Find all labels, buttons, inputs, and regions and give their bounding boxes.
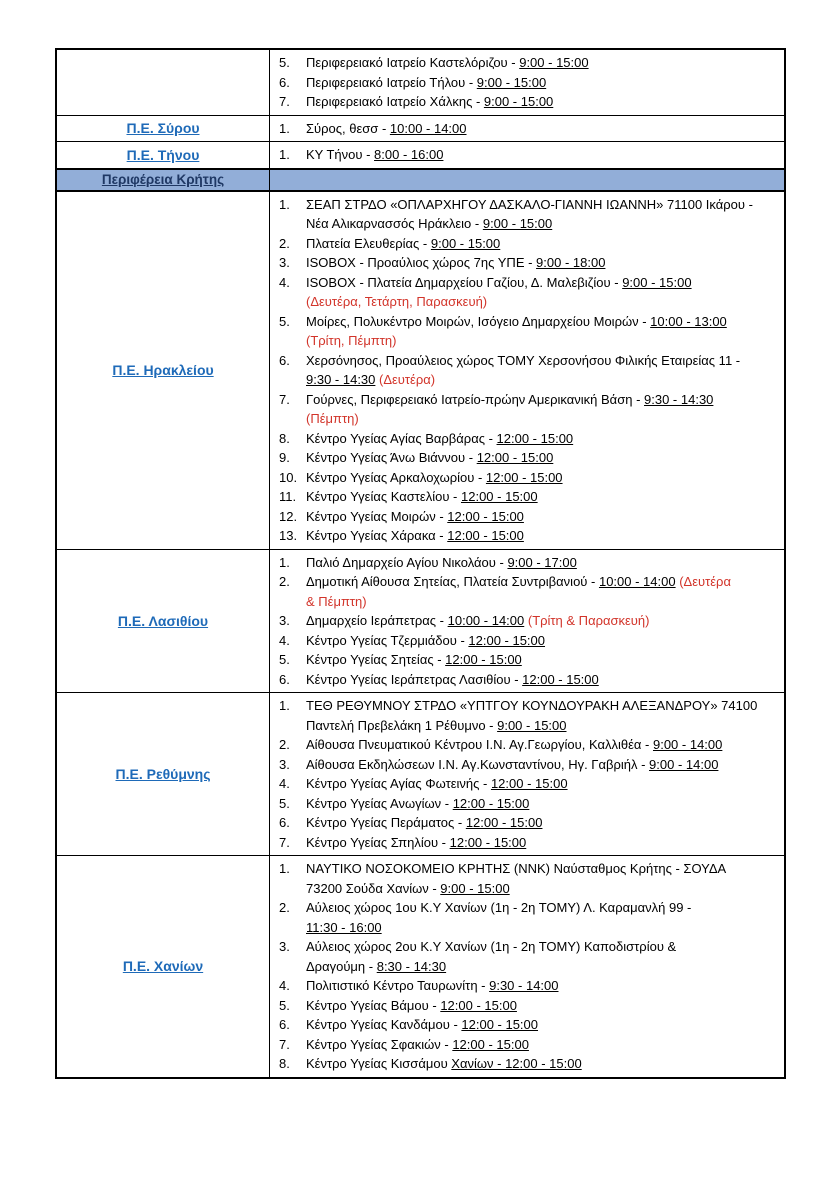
region-label[interactable]: Π.Ε. Σύρου bbox=[126, 120, 200, 137]
item-text bbox=[306, 833, 778, 853]
location-item bbox=[270, 73, 778, 93]
location-item bbox=[270, 696, 778, 735]
item-text bbox=[306, 755, 778, 775]
hours-text: 12:00 - 15:00 bbox=[445, 652, 522, 667]
item-text bbox=[306, 253, 778, 273]
table-row bbox=[57, 692, 784, 855]
location-text: Κέντρο Υγείας Περάματος - bbox=[306, 815, 466, 830]
hours-text: 12:00 - 15:00 bbox=[452, 1036, 529, 1052]
hours-text: 12:00 - 15:00 bbox=[485, 469, 563, 485]
item-text bbox=[306, 351, 778, 390]
location-text: Περιφερειακό Ιατρείο Καστελόριζου - bbox=[306, 55, 520, 70]
location-list bbox=[270, 696, 778, 852]
table-row bbox=[57, 192, 784, 549]
location-item bbox=[270, 670, 778, 690]
item-number: 5. bbox=[279, 55, 290, 70]
item-number: 8. bbox=[279, 430, 290, 446]
location-item bbox=[270, 448, 778, 468]
days-note: (Τρίτη, Πέμπτη) bbox=[306, 333, 397, 348]
location-text: Κέντρο Υγείας Μοιρών - bbox=[306, 508, 448, 524]
hours-text: 9:00 - 15:00 bbox=[476, 74, 547, 90]
region-cell bbox=[57, 550, 270, 693]
hours-text: 12:00 - 15:00 bbox=[522, 671, 599, 687]
hours-text: 8:30 - 14:30 bbox=[376, 958, 447, 974]
item-number: 6. bbox=[279, 352, 290, 368]
location-text: Κέντρο Υγείας Καστελίου - bbox=[306, 489, 461, 504]
item-text bbox=[306, 794, 778, 814]
location-item bbox=[270, 1054, 778, 1074]
item-number: 5. bbox=[279, 313, 290, 329]
hours-text: 12:00 - 15:00 bbox=[440, 997, 517, 1013]
locations-cell bbox=[270, 550, 784, 693]
days-note: (Πέμπτη) bbox=[306, 411, 359, 426]
table-row bbox=[57, 50, 784, 115]
item-text bbox=[306, 234, 778, 254]
item-text bbox=[306, 859, 778, 898]
location-item bbox=[270, 273, 778, 312]
item-text bbox=[306, 1035, 778, 1055]
item-text bbox=[306, 273, 778, 312]
hours-text: 9:00 - 15:00 bbox=[430, 235, 501, 251]
item-number: 3. bbox=[279, 756, 290, 772]
table-row bbox=[57, 855, 784, 1077]
days-note: (Τρίτη & Παρασκευή) bbox=[524, 613, 650, 628]
region-cell bbox=[57, 693, 270, 855]
location-item bbox=[270, 611, 778, 631]
region-cell bbox=[57, 192, 270, 549]
item-number: 11. bbox=[279, 489, 297, 504]
location-text: Κέντρο Υγείας Ανωγίων - bbox=[306, 795, 453, 811]
location-item bbox=[270, 487, 778, 507]
location-text: Αύλειος χώρος 1ου Κ.Υ Χανίων (1η - 2η ΤΟΜΥ) Λ. Καραμανλή 99 - bbox=[306, 900, 692, 915]
region-label[interactable]: Π.Ε. Τήνου bbox=[126, 146, 200, 163]
band-spacer bbox=[270, 170, 784, 190]
location-text: 73200 Σούδα Χανίων - bbox=[306, 880, 441, 896]
hours-text: 10:00 - 14:00 bbox=[598, 574, 676, 589]
locations-cell bbox=[270, 50, 784, 115]
item-text bbox=[306, 526, 778, 546]
location-text: Παντελή Πρεβελάκη 1 Ρέθυμνο - bbox=[306, 717, 498, 733]
location-text: Κέντρο Υγείας Κανδάμου - bbox=[306, 1017, 462, 1032]
item-number: 4. bbox=[279, 274, 290, 290]
location-text: Νέα Αλικαρνασσός Ηράκλειο - bbox=[306, 216, 483, 231]
item-text bbox=[306, 507, 778, 527]
locations-cell bbox=[270, 693, 784, 855]
item-number: 4. bbox=[279, 978, 290, 993]
hours-text: 9:00 - 15:00 bbox=[497, 717, 567, 733]
location-item bbox=[270, 312, 778, 351]
hours-text: 10:00 - 13:00 bbox=[650, 313, 727, 329]
hours-text: 9:00 - 18:00 bbox=[536, 255, 606, 270]
location-text: Σύρος, θεσσ - bbox=[306, 120, 390, 136]
item-text bbox=[306, 92, 778, 112]
item-number: 5. bbox=[279, 652, 290, 667]
location-text: Κέντρο Υγείας Σητείας - bbox=[306, 652, 446, 667]
days-note: (Δευτέρα) bbox=[375, 372, 436, 387]
item-text bbox=[306, 696, 778, 735]
location-item bbox=[270, 631, 778, 651]
location-item bbox=[270, 351, 778, 390]
hours-text: 9:00 - 15:00 bbox=[482, 216, 553, 231]
location-item bbox=[270, 145, 778, 165]
location-text: Γούρνες, Περιφερειακό Ιατρείο-πρώην Αμερικανική Βάση - bbox=[306, 391, 645, 407]
locations-table bbox=[55, 48, 786, 1079]
location-item bbox=[270, 794, 778, 814]
item-number: 6. bbox=[279, 815, 290, 830]
location-text: Κέντρο Υγείας Ιεράπετρας Λασιθίου - bbox=[306, 671, 523, 687]
item-number: 4. bbox=[279, 776, 290, 791]
item-text bbox=[306, 312, 778, 351]
item-text bbox=[306, 996, 778, 1016]
item-text bbox=[306, 631, 778, 651]
hours-text: 9:00 - 15:00 bbox=[483, 94, 554, 109]
days-note: (Δευτέρα bbox=[675, 574, 731, 589]
locations-cell bbox=[270, 192, 784, 549]
item-text bbox=[306, 611, 778, 631]
hours-text: 8:00 - 16:00 bbox=[374, 147, 444, 162]
days-note: (Δευτέρα, Τετάρτη, Παρασκευή) bbox=[306, 294, 488, 309]
location-text: Παλιό Δημαρχείο Αγίου Νικολάου - bbox=[306, 554, 508, 570]
location-item bbox=[270, 53, 778, 73]
hours-text: 9:30 - 14:30 bbox=[644, 391, 714, 407]
location-item bbox=[270, 195, 778, 234]
location-item bbox=[270, 234, 778, 254]
location-text: Δημαρχείο Ιεράπετρας - bbox=[306, 613, 448, 628]
table-row bbox=[57, 115, 784, 142]
location-text: Αίθουσα Εκδηλώσεων Ι.Ν. Αγ.Κωνσταντίνου, Ηγ. Γαβριήλ - bbox=[306, 756, 650, 772]
location-text: Κέντρο Υγείας Αγίας Βαρβάρας - bbox=[306, 430, 497, 446]
location-text: Κέντρο Υγείας Αρκαλοχωρίου - bbox=[306, 469, 486, 485]
location-list bbox=[270, 119, 778, 139]
location-item bbox=[270, 1015, 778, 1035]
location-list bbox=[270, 53, 778, 112]
locations-cell bbox=[270, 142, 784, 168]
location-list bbox=[270, 553, 778, 690]
region-band-row bbox=[57, 168, 784, 192]
item-number: 2. bbox=[279, 235, 290, 251]
item-number: 6. bbox=[279, 74, 290, 90]
hours-text: Χανίων - 12:00 - 15:00 bbox=[451, 1056, 582, 1071]
location-item bbox=[270, 468, 778, 488]
location-text: ΤΕΘ ΡΕΘΥΜΝΟΥ ΣΤΡΔΟ «ΥΠΤΓΟΥ ΚΟΥΝΔΟΥΡΑΚΗ ΑΛΕΞΑΝΔΡΟΥ» 74100 bbox=[306, 698, 758, 713]
location-text: Κέντρο Υγείας Βάμου - bbox=[306, 997, 441, 1013]
location-text: ΚΥ Τήνου - bbox=[306, 147, 375, 162]
hours-text: 10:00 - 14:00 bbox=[447, 613, 525, 628]
item-number: 1. bbox=[279, 196, 290, 212]
item-text bbox=[306, 195, 778, 234]
location-text: Πλατεία Ελευθερίας - bbox=[306, 235, 431, 251]
region-cell bbox=[57, 856, 270, 1077]
item-number: 2. bbox=[279, 737, 290, 752]
locations-cell bbox=[270, 856, 784, 1077]
location-text: ΝΑΥΤΙΚΟ ΝΟΣΟΚΟΜΕΙΟ ΚΡΗΤΗΣ (ΝΝΚ) Ναύσταθμος Κρήτης - ΣΟΥΔΑ bbox=[306, 861, 727, 876]
band-label: Περιφέρεια Κρήτης bbox=[101, 171, 225, 187]
location-text: Χερσόνησος, Προαύλειος χώρος ΤΟΜΥ Χερσονήσου Φιλικής Εταιρείας 11 - bbox=[306, 352, 741, 368]
location-item bbox=[270, 898, 778, 937]
hours-text: 12:00 - 15:00 bbox=[496, 430, 574, 446]
hours-text: 11:30 - 16:00 bbox=[306, 919, 382, 935]
locations-cell bbox=[270, 116, 784, 142]
region-label[interactable]: Π.Ε. Λασιθίου bbox=[117, 612, 209, 629]
table-row bbox=[57, 141, 784, 168]
item-text bbox=[306, 429, 778, 449]
location-text: ISOBOX - Πλατεία Δημαρχείου Γαζίου, Δ. Μαλεβιζίου - bbox=[306, 274, 623, 290]
item-number: 13. bbox=[279, 528, 298, 543]
hours-text: 9:30 - 14:30 bbox=[306, 372, 376, 387]
item-text bbox=[306, 650, 778, 670]
hours-text: 12:00 - 15:00 bbox=[449, 834, 527, 850]
item-text bbox=[306, 53, 778, 73]
location-item bbox=[270, 813, 778, 833]
location-item bbox=[270, 253, 778, 273]
hours-text: 12:00 - 15:00 bbox=[447, 508, 524, 524]
item-number: 10. bbox=[279, 469, 298, 485]
location-item bbox=[270, 429, 778, 449]
location-text: Κέντρο Υγείας Κισσάμου bbox=[306, 1056, 452, 1071]
location-text: Μοίρες, Πολυκέντρο Μοιρών, Ισόγειο Δημαρχείου Μοιρών - bbox=[306, 313, 651, 329]
table-row bbox=[57, 549, 784, 693]
location-item bbox=[270, 92, 778, 112]
location-item bbox=[270, 572, 778, 611]
hours-text: 9:00 - 14:00 bbox=[652, 737, 723, 752]
location-item bbox=[270, 507, 778, 527]
location-item bbox=[270, 859, 778, 898]
location-text: Δραγούμη - bbox=[306, 958, 377, 974]
item-text bbox=[306, 937, 778, 976]
location-list bbox=[270, 859, 778, 1074]
item-text bbox=[306, 1054, 778, 1074]
location-item bbox=[270, 937, 778, 976]
location-text: Κέντρο Υγείας Σπηλίου - bbox=[306, 834, 450, 850]
hours-text: 12:00 - 15:00 bbox=[476, 450, 554, 465]
item-number: 12. bbox=[279, 508, 298, 524]
region-cell bbox=[57, 50, 270, 115]
item-number: 7. bbox=[279, 1036, 290, 1052]
location-item bbox=[270, 390, 778, 429]
location-text: Αύλειος χώρος 2ου Κ.Υ Χανίων (1η - 2η ΤΟΜΥ) Καποδιστρίου & bbox=[306, 939, 677, 954]
item-number: 1. bbox=[279, 120, 290, 136]
item-number: 7. bbox=[279, 391, 290, 407]
region-cell bbox=[57, 142, 270, 168]
item-number: 6. bbox=[279, 671, 290, 687]
item-text bbox=[306, 774, 778, 794]
item-number: 4. bbox=[279, 632, 290, 648]
location-text: ΣΕΑΠ ΣΤΡΔΟ «ΟΠΛΑΡΧΗΓΟΥ ΔΑΣΚΑΛΟ-ΓΙΑΝΝΗ ΙΩΑΝΝΗ» 71100 Ικάρου - bbox=[306, 196, 753, 212]
item-text bbox=[306, 119, 778, 139]
hours-text: 12:00 - 15:00 bbox=[452, 795, 530, 811]
days-note: & Πέμπτη) bbox=[306, 593, 367, 609]
location-item bbox=[270, 526, 778, 546]
item-number: 8. bbox=[279, 1056, 290, 1071]
item-text bbox=[306, 145, 778, 165]
location-text: Κέντρο Υγείας Αγίας Φωτεινής - bbox=[306, 776, 491, 791]
location-text: Περιφερειακό Ιατρείο Τήλου - bbox=[306, 74, 477, 90]
item-text bbox=[306, 813, 778, 833]
band-cell bbox=[57, 170, 270, 190]
item-text bbox=[306, 898, 778, 937]
item-text bbox=[306, 73, 778, 93]
region-label[interactable]: Π.Ε. Ρεθύμνης bbox=[115, 766, 211, 782]
hours-text: 9:00 - 15:00 bbox=[519, 55, 589, 70]
item-text bbox=[306, 976, 778, 996]
item-text bbox=[306, 487, 778, 507]
item-text bbox=[306, 553, 778, 573]
item-number: 3. bbox=[279, 939, 290, 954]
location-text: Κέντρο Υγείας Άνω Βιάννου - bbox=[306, 450, 477, 465]
item-text bbox=[306, 735, 778, 755]
location-text: Περιφερειακό Ιατρείο Χάλκης - bbox=[306, 94, 484, 109]
location-list bbox=[270, 195, 778, 546]
hours-text: 9:30 - 14:00 bbox=[489, 978, 559, 993]
item-number: 2. bbox=[279, 900, 290, 915]
location-text: Κέντρο Υγείας Χάρακα - bbox=[306, 528, 448, 543]
location-item bbox=[270, 996, 778, 1016]
hours-text: 10:00 - 14:00 bbox=[389, 120, 467, 136]
item-number: 1. bbox=[279, 147, 290, 162]
hours-text: 9:00 - 14:00 bbox=[649, 756, 719, 772]
location-item bbox=[270, 976, 778, 996]
item-number: 1. bbox=[279, 698, 290, 713]
item-text bbox=[306, 572, 778, 611]
region-label[interactable]: Π.Ε. Χανίων bbox=[122, 958, 204, 975]
hours-text: 12:00 - 15:00 bbox=[447, 528, 524, 543]
location-item bbox=[270, 1035, 778, 1055]
item-number: 6. bbox=[279, 1017, 290, 1032]
item-number: 2. bbox=[279, 574, 290, 589]
hours-text: 12:00 - 15:00 bbox=[468, 632, 546, 648]
item-text bbox=[306, 448, 778, 468]
region-cell bbox=[57, 116, 270, 142]
location-item bbox=[270, 833, 778, 853]
location-item bbox=[270, 735, 778, 755]
item-number: 5. bbox=[279, 795, 290, 811]
item-number: 5. bbox=[279, 997, 290, 1013]
item-number: 1. bbox=[279, 554, 290, 570]
hours-text: 9:00 - 17:00 bbox=[507, 554, 577, 570]
item-text bbox=[306, 1015, 778, 1035]
location-item bbox=[270, 774, 778, 794]
location-text: Πολιτιστικό Κέντρο Ταυρωνίτη - bbox=[306, 978, 490, 993]
hours-text: 9:00 - 15:00 bbox=[622, 274, 692, 290]
location-item bbox=[270, 650, 778, 670]
item-number: 7. bbox=[279, 94, 290, 109]
location-text: Κέντρο Υγείας Τζερμιάδου - bbox=[306, 632, 469, 648]
location-item bbox=[270, 119, 778, 139]
hours-text: 12:00 - 15:00 bbox=[461, 1017, 539, 1032]
item-text bbox=[306, 390, 778, 429]
location-text: Αίθουσα Πνευματικού Κέντρου Ι.Ν. Αγ.Γεωργίου, Καλλιθέα - bbox=[306, 737, 653, 752]
item-number: 3. bbox=[279, 255, 290, 270]
item-number: 7. bbox=[279, 834, 290, 850]
hours-text: 12:00 - 15:00 bbox=[461, 489, 538, 504]
item-text bbox=[306, 670, 778, 690]
location-item bbox=[270, 553, 778, 573]
region-label[interactable]: Π.Ε. Ηρακλείου bbox=[112, 362, 214, 378]
location-text: Κέντρο Υγείας Σφακιών - bbox=[306, 1036, 453, 1052]
hours-text: 9:00 - 15:00 bbox=[440, 880, 510, 896]
item-number: 9. bbox=[279, 450, 290, 465]
location-item bbox=[270, 755, 778, 775]
item-text bbox=[306, 468, 778, 488]
location-text: Δημοτική Αίθουσα Σητείας, Πλατεία Συντριβανιού - bbox=[306, 574, 599, 589]
hours-text: 12:00 - 15:00 bbox=[465, 815, 543, 830]
location-text: ISOBOX - Προαύλιος χώρος 7ης ΥΠΕ - bbox=[306, 255, 537, 270]
hours-text: 12:00 - 15:00 bbox=[490, 776, 568, 791]
item-number: 3. bbox=[279, 613, 290, 628]
location-list bbox=[270, 145, 778, 165]
item-number: 1. bbox=[279, 861, 290, 876]
